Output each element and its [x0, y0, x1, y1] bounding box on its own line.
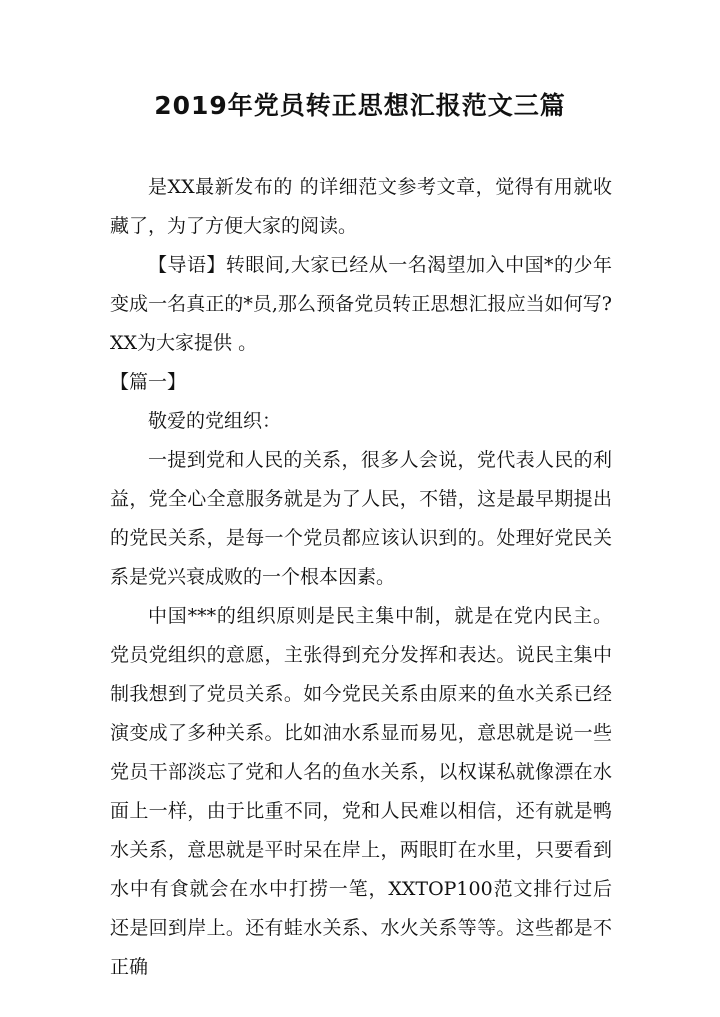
document-title: 2019年党员转正思想汇报范文三篇 — [154, 91, 566, 120]
lead-paragraph: 【导语】转眼间,大家已经从一名渴望加入中国*的少年变成一名真正的*员,那么预备党员转正思想汇报应当如何写?XX为大家提供 。 — [110, 254, 612, 354]
document-body — [110, 168, 612, 987]
body-paragraph: 中国***的组织原则是民主集中制，就是在党内民主。党员党组织的意愿，主张得到充分发挥和表达。说民主集中制我想到了党员关系。如今党民关系由原来的鱼水关系已经演变成了多种关系。比如油水系显而易见，意思就是说一些党员干部淡忘了党和人名的鱼水关系，以权谋私就像漂在水面上一样，由于比重不同，党和人民难以相信，还有就是鸭水关系，意思就是平时呆在岸上，两眼盯在水里，只要看到水中有食就会在水中打捞一笔，XXTOP100范文排行过后还是回到岸上。还有蛙水关系、水火关系等等。这些都是不正确 — [110, 605, 612, 978]
salutation: 敬爱的党组织： — [148, 410, 282, 432]
body-paragraph: 一提到党和人民的关系，很多人会说，党代表人民的利益，党全心全意服务就是为了人民，不错，这是最早期提出的党民关系，是每一个党员都应该认识到的。处理好党民关系是党兴衰成败的一个根本因素。 — [110, 449, 612, 588]
section-heading: 【篇一】 — [110, 371, 187, 393]
intro-paragraph: 是XX最新发布的 的详细范文参考文章，觉得有用就收藏了，为了方便大家的阅读。 — [110, 176, 612, 237]
